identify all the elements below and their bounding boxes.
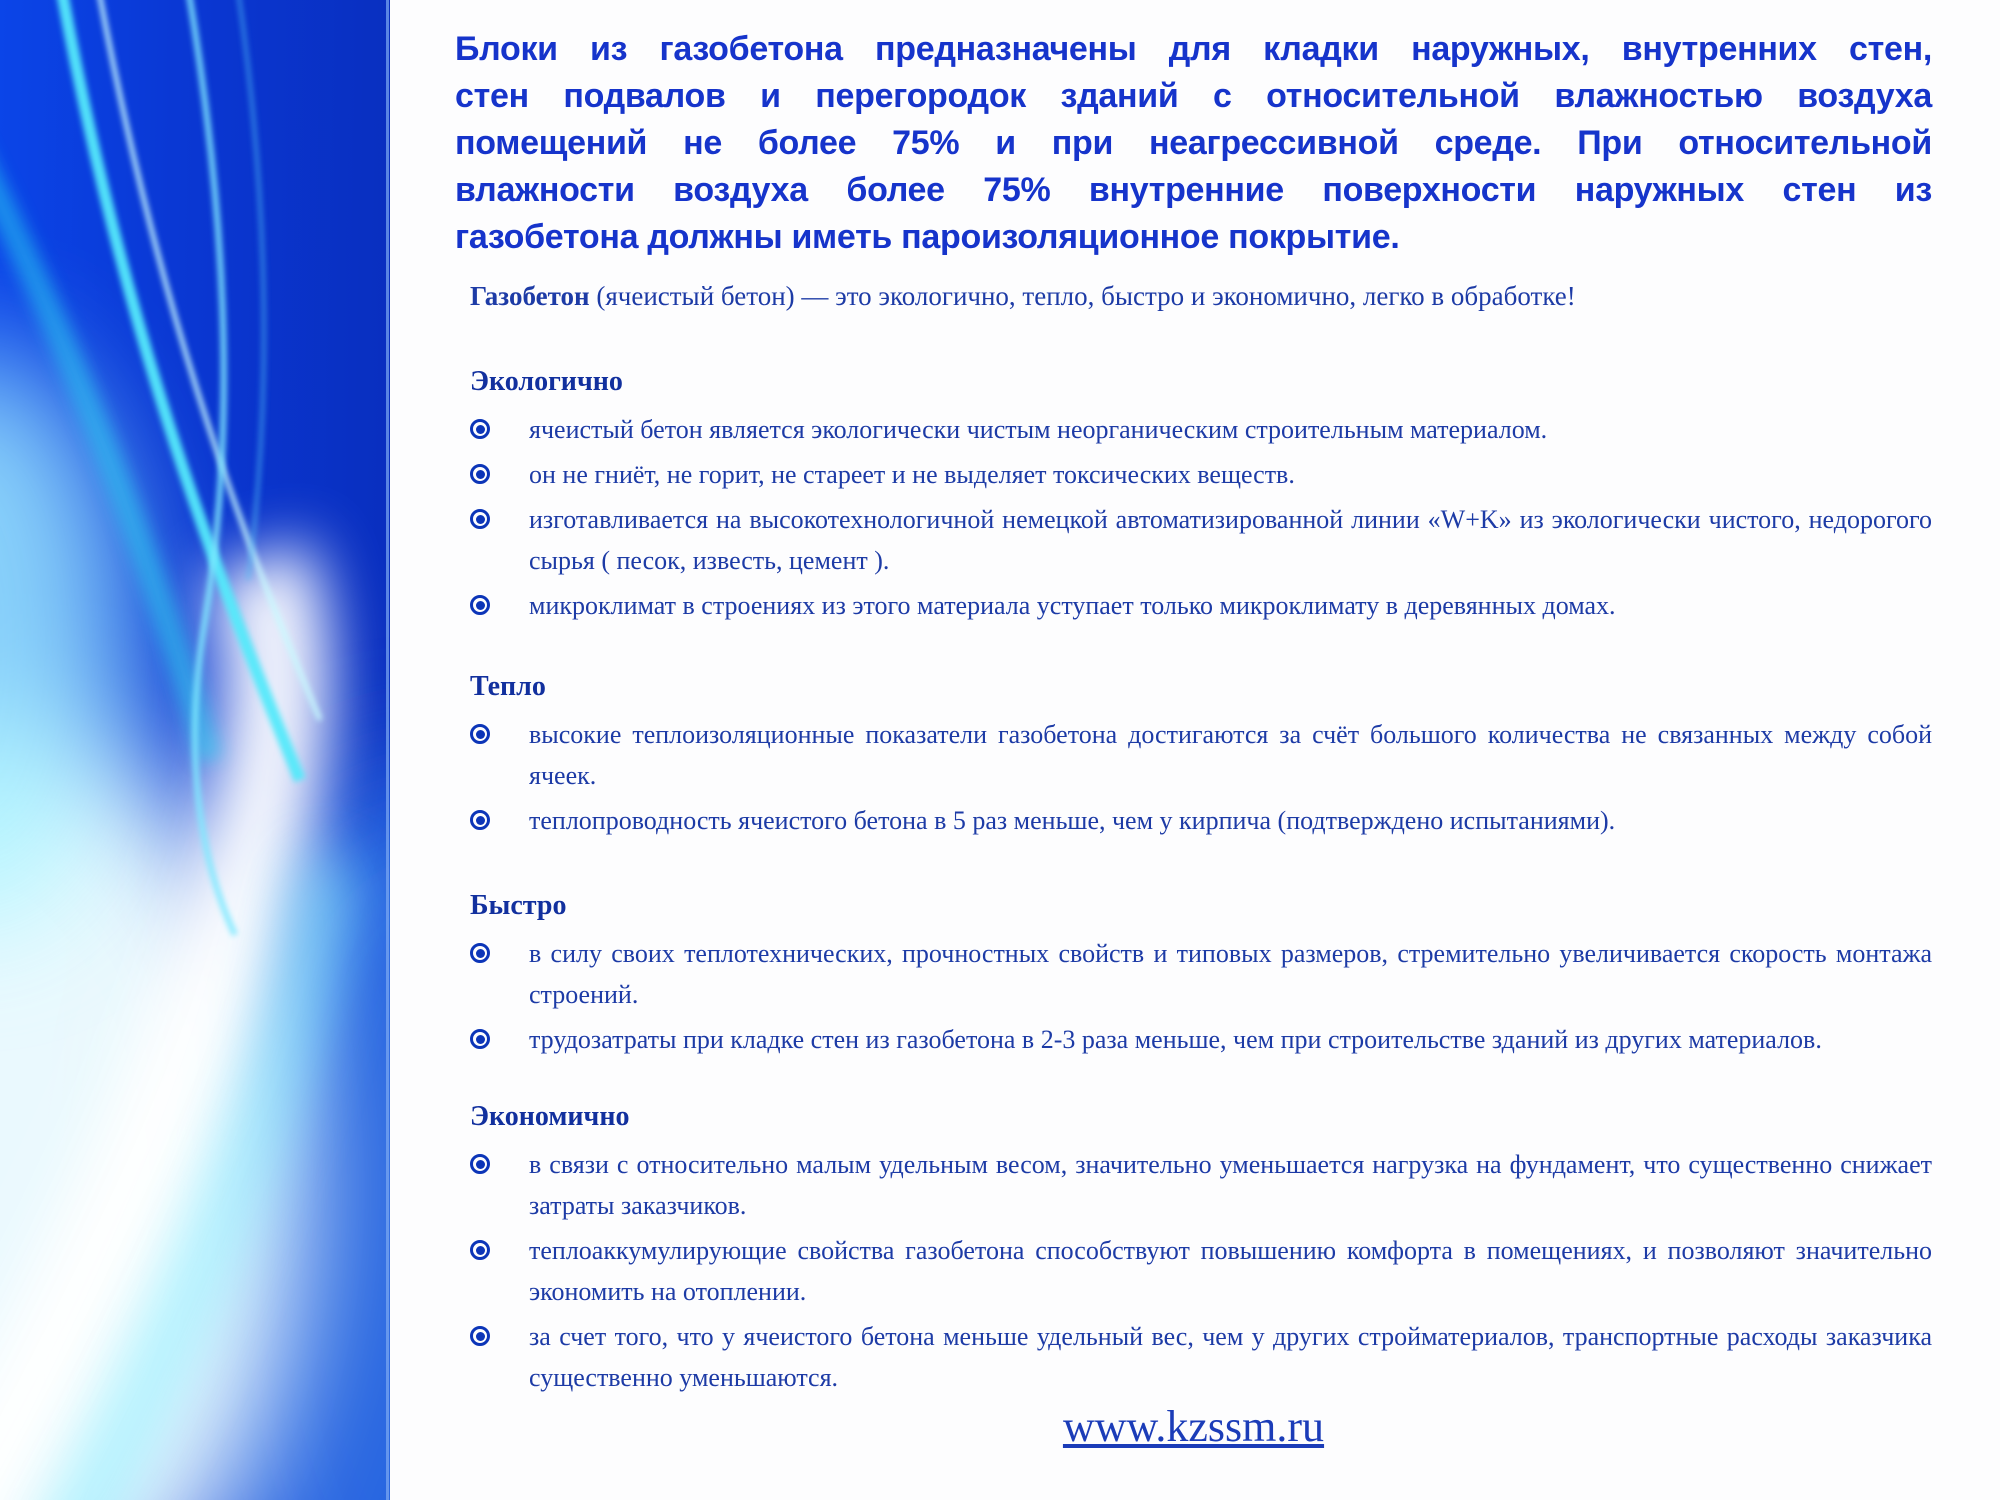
intro-term: Газобетон: [470, 281, 590, 311]
fisheye-bullet-icon: [470, 464, 490, 484]
bullet-text: теплоаккумулирующие свойства газобетона способствуют повышению комфорта в помещениях, и позволяют значительно экономить на отоплении.: [529, 1236, 1932, 1306]
bullet-text: за счет того, что у ячеистого бетона меньше удельный вес, чем у других стройматериалов, транспортные расходы заказчика существенно уменьшаются.: [529, 1322, 1932, 1392]
bullet-text: изготавливается на высокотехнологичной немецкой автоматизированной линии «W+K» из экологически чистого, недорогого сырья ( песок, известь, цемент ).: [529, 505, 1932, 575]
headline-line: газобетона должны иметь пароизоляционное покрытие.: [455, 218, 1400, 256]
bullet-item: [470, 499, 1932, 581]
bullet-list-warm: [470, 714, 1932, 841]
section-title-warm: Тепло: [470, 671, 546, 702]
bullet-text: ячеистый бетон является экологически чистым неорганическим строительным материалом.: [529, 415, 1548, 444]
fisheye-bullet-icon: [470, 1326, 490, 1346]
fisheye-bullet-icon: [470, 509, 490, 529]
fisheye-bullet-icon: [470, 1240, 490, 1260]
bullet-list-economic: [470, 1144, 1932, 1398]
bullet-item: [470, 933, 1932, 1015]
section-title-economic: Экономично: [470, 1101, 630, 1132]
bullet-item: [470, 1144, 1932, 1226]
website-link[interactable]: www.kzssm.ru: [1062, 1402, 1325, 1451]
bullet-item: [470, 1316, 1932, 1398]
bullet-text: микроклимат в строениях из этого материала уступает только микроклимату в деревянных домах.: [529, 591, 1616, 620]
headline-line: влажности воздуха более 75% внутренние поверхности наружных стен из: [455, 171, 1932, 209]
fisheye-bullet-icon: [470, 724, 490, 744]
headline-line: стен подвалов и перегородок зданий с относительной влажностью воздуха: [455, 77, 1932, 115]
bullet-text: теплопроводность ячеистого бетона в 5 раз меньше, чем у кирпича (подтверждено испытаниями).: [529, 806, 1616, 835]
fisheye-bullet-icon: [470, 943, 490, 963]
bullet-item: [470, 1230, 1932, 1312]
headline-line: Блоки из газобетона предназначены для кладки наружных, внутренних стен,: [455, 30, 1932, 68]
bullet-item: [470, 409, 1932, 450]
bullet-item: [470, 714, 1932, 796]
section-title-fast: Быстро: [470, 890, 567, 921]
fisheye-bullet-icon: [470, 1154, 490, 1174]
intro-rest: (ячеистый бетон) — это экологично, тепло, быстро и экономично, легко в обработке!: [589, 281, 1576, 311]
fisheye-bullet-icon: [470, 810, 490, 830]
bullet-text: в силу своих теплотехнических, прочностных свойств и типовых размеров, стремительно увеличивается скорость монтажа строений.: [529, 939, 1932, 1009]
headline-paragraph: [455, 26, 1932, 261]
fisheye-bullet-icon: [470, 595, 490, 615]
bullet-text: трудозатраты при кладке стен из газобетона в 2-3 раза меньше, чем при строительстве зданий из других материалов.: [529, 1025, 1822, 1054]
bullet-text: в связи с относительно малым удельным весом, значительно уменьшается нагрузка на фундамент, что существенно снижает затраты заказчиков.: [529, 1150, 1932, 1220]
bullet-list-fast: [470, 933, 1932, 1060]
abstract-blue-graphic-svg: [0, 0, 390, 1500]
intro-line: [470, 279, 1932, 313]
abstract-blue-graphic: [0, 0, 390, 1500]
fisheye-bullet-icon: [470, 1029, 490, 1049]
content-column: [390, 0, 2000, 1500]
fisheye-bullet-icon: [470, 419, 490, 439]
bullet-item: [470, 585, 1932, 626]
bullet-item: [470, 800, 1932, 841]
bullet-item: [470, 454, 1932, 495]
footer: [455, 1402, 1932, 1452]
bullet-item: [470, 1019, 1932, 1060]
bullet-text: он не гниёт, не горит, не стареет и не выделяет токсических веществ.: [529, 460, 1295, 489]
bullet-text: высокие теплоизоляционные показатели газобетона достигаются за счёт большого количества не связанных между собой ячеек.: [529, 720, 1932, 790]
headline-line: помещений не более 75% и при неагрессивной среде. При относительной: [455, 124, 1932, 162]
bullet-list-ecologic: [470, 409, 1932, 626]
section-title-ecologic: Экологично: [470, 366, 623, 397]
